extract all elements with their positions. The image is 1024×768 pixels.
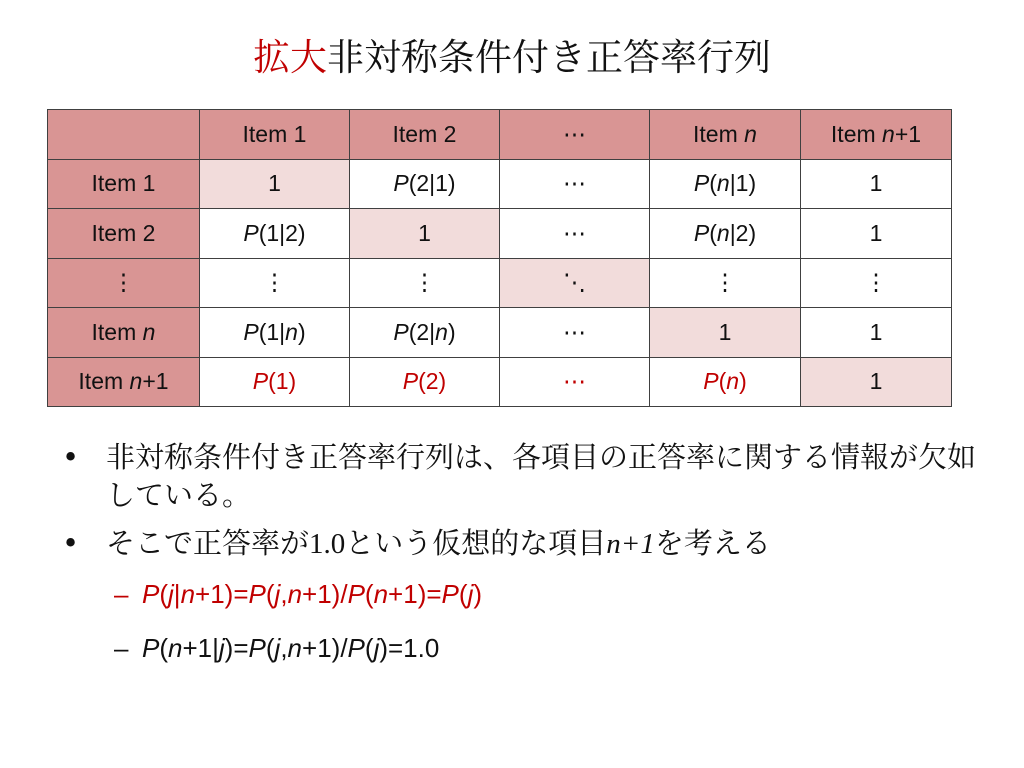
bullet-text-1: 非対称条件付き正答率行列は、各項目の正答率に関する情報が欠如している。: [106, 440, 977, 512]
column-header: ⋯: [500, 110, 650, 160]
row-header: Item 2: [48, 209, 200, 259]
bullet-item-2: [62, 524, 982, 563]
diagonal-cell: 1: [650, 308, 801, 358]
table-cell: P(n): [650, 357, 801, 407]
diagonal-cell: 1: [801, 357, 952, 407]
table-cell: ⋯: [500, 357, 650, 407]
bullet-item-1: [62, 438, 982, 514]
table-corner-cell: [48, 110, 200, 160]
table-row: [48, 308, 952, 358]
table-cell: P(1): [200, 357, 350, 407]
table-cell: ⋯: [500, 159, 650, 209]
dash-glyph: –: [114, 633, 129, 663]
table-cell: P(1|2): [200, 209, 350, 259]
table-cell: 1: [801, 209, 952, 259]
bullet-list: [62, 438, 982, 685]
table-cell: ⋮: [200, 258, 350, 308]
row-header: Item n+1: [48, 357, 200, 407]
table-cell: P(1|n): [200, 308, 350, 358]
formula-1: P(j|n+1)=P(j,n+1)/P(n+1)=P(j): [142, 579, 483, 609]
bullet-text-2c: という仮想的な項目: [345, 526, 607, 560]
bullet-text-2a: そこで正答率が: [106, 526, 310, 560]
table-cell: ⋮: [350, 258, 500, 308]
formula-2: P(n+1|j)=P(j,n+1)/P(j)=1.0: [142, 633, 440, 663]
table-cell: P(n|1): [650, 159, 801, 209]
table-cell: P(n|2): [650, 209, 801, 259]
table-cell: P(2|n): [350, 308, 500, 358]
table-cell: ⋮: [801, 258, 952, 308]
column-header: Item 1: [200, 110, 350, 160]
table-row: [48, 357, 952, 407]
table-row: [48, 159, 952, 209]
row-header: Item 1: [48, 159, 200, 209]
table-cell: 1: [801, 308, 952, 358]
bullet-dot: •: [62, 526, 80, 560]
title-text: 非対称条件付き正答率行列: [327, 36, 771, 79]
table-cell: ⋮: [650, 258, 801, 308]
table-cell: 1: [801, 159, 952, 209]
table-row: [48, 258, 952, 308]
table-header-row: [48, 110, 952, 160]
conditional-probability-matrix: [47, 109, 952, 407]
diagonal-cell: 1: [200, 159, 350, 209]
table-cell: P(2|1): [350, 159, 500, 209]
column-header: Item n: [650, 110, 801, 160]
bullet-text-2b: 1.0: [309, 528, 346, 560]
diagonal-cell: ⋱: [500, 258, 650, 308]
bullet-dot: •: [62, 440, 80, 474]
title-accent: 拡大: [253, 36, 327, 79]
table-cell: ⋯: [500, 209, 650, 259]
diagonal-cell: 1: [350, 209, 500, 259]
column-header: Item n+1: [801, 110, 952, 160]
table-cell: P(2): [350, 357, 500, 407]
bullet-text-2d: n+1: [606, 528, 655, 560]
column-header: Item 2: [350, 110, 500, 160]
row-header: ⋮: [48, 258, 200, 308]
dash-glyph: –: [114, 579, 129, 609]
sub-bullet-2: [62, 631, 982, 665]
sub-bullet-1: [62, 577, 982, 611]
slide-title: [0, 30, 1024, 86]
table-cell: ⋯: [500, 308, 650, 358]
row-header: Item n: [48, 308, 200, 358]
table-row: [48, 209, 952, 259]
bullet-text-2e: を考える: [654, 526, 771, 560]
